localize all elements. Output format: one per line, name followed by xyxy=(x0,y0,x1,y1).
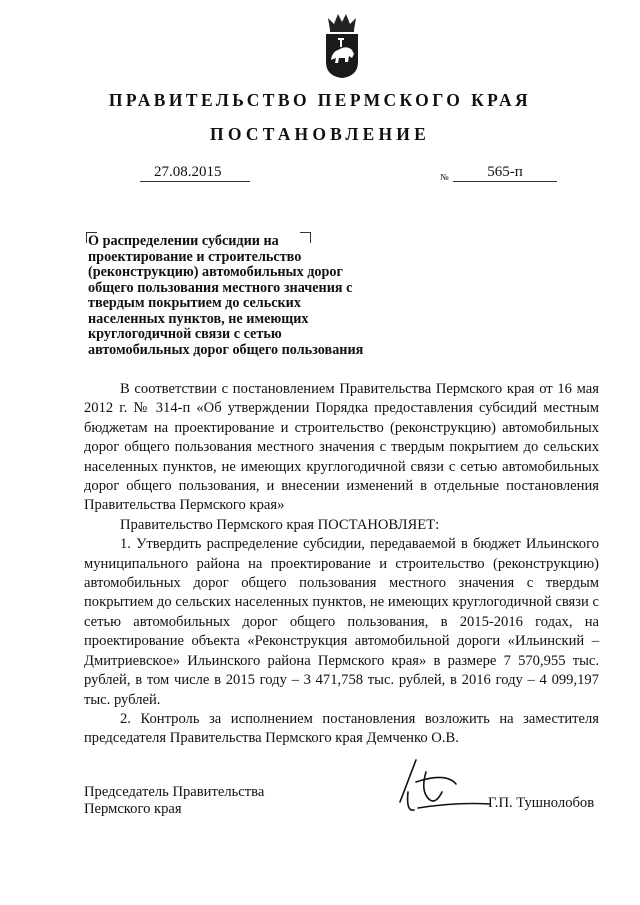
signatory-title-line-1: Председатель Правительства xyxy=(84,784,265,800)
government-title: ПРАВИТЕЛЬСТВО ПЕРМСКОГО КРАЯ xyxy=(108,90,532,110)
number-label: № xyxy=(440,172,449,182)
document-body xyxy=(84,380,599,749)
handwritten-signature xyxy=(386,752,496,822)
body-paragraph-resolution: Правительство Пермского края ПОСТАНОВЛЯЕТ: xyxy=(120,516,440,533)
document-type-title: ПОСТАНОВЛЕНИЕ xyxy=(210,124,430,144)
body-paragraph-item-1: 1. Утвердить распределение субсидии, передаваемой в бюджет Ильинского муниципального района на проектирование и строительство (реконструкцию) автомобильных дорог общего пользования местного значения с твердым покрытием до сельских населенных пунктов, не имеющих круглогодичной связи с сетью автомобильных дорог общего пользования, в 2015-2016 годах, на проектирование объекта «Реконструкция автомобильной дороги «Ильинский – Дмитриевское» Ильинского района Пермского края» в размере 7 570,955 тыс. рублей, в том числе в 2015 году – 3 471,758 тыс. рублей, в 2016 году – 4 099,197 тыс. рублей. xyxy=(84,536,599,708)
document-date: 27.08.2015 xyxy=(140,163,250,182)
body-paragraph-preamble: В соответствии с постановлением Правительства Пермского края от 16 мая 2012 г. № 314-п «Об утверждении Порядка предоставления субсидий местным бюджетам на проектирование и строительство (реконструкцию) автомобильных дорог общего пользования местного значения с твердым покрытием до сельских населенных пунктов, не имеющих круглогодичной связи с сетью автомобильных дорог общего пользования, и внесении изменений в отдельные постановления Правительства Пермского края» xyxy=(84,381,599,514)
signatory-title-line-2: Пермского края xyxy=(84,801,182,817)
document-subject: О распределении субсидии на проектирование и строительство (реконструкцию) автомобильных дорог общего пользования местного значения с твердым покрытием до сельских населенных пунктов, не имеющих круглогодичной связи с сетью автомобильных дорог общего пользования xyxy=(88,233,364,358)
signatory-title xyxy=(84,784,264,818)
coat-of-arms-emblem xyxy=(322,12,362,80)
document-number: 565-п xyxy=(453,163,557,182)
signatory-name: Г.П. Тушнолобов xyxy=(488,795,595,811)
body-paragraph-item-2: 2. Контроль за исполнением постановления возложить на заместителя председателя Правительства Пермского края Демченко О.В. xyxy=(84,710,599,747)
